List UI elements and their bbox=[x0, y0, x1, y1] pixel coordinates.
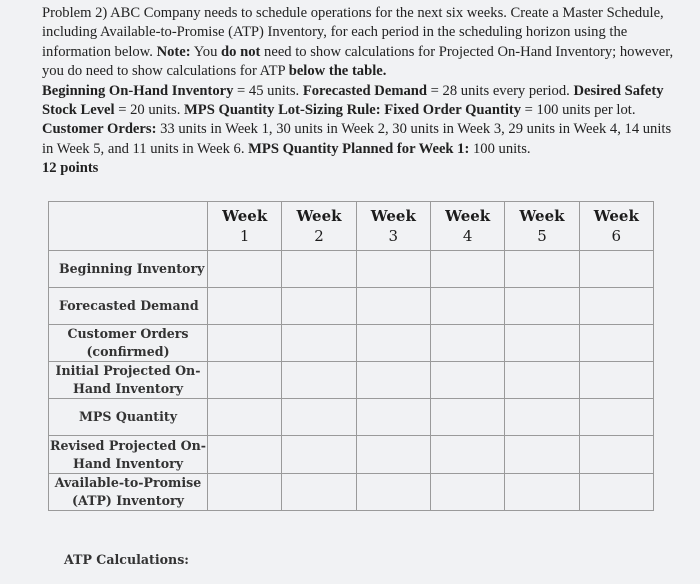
table-cell[interactable] bbox=[208, 362, 282, 399]
table-cell[interactable] bbox=[430, 474, 504, 511]
table-cell[interactable] bbox=[282, 436, 356, 474]
table-row bbox=[49, 251, 654, 288]
table-cell[interactable] bbox=[579, 325, 653, 362]
table-cell[interactable] bbox=[356, 436, 430, 474]
note-label: Note: bbox=[156, 43, 191, 60]
customer-orders-label: Customer Orders: bbox=[42, 121, 157, 138]
points-label: 12 points bbox=[42, 160, 99, 177]
week-number: 4 bbox=[462, 227, 473, 245]
table-cell[interactable] bbox=[505, 436, 579, 474]
table-cell[interactable] bbox=[579, 251, 653, 288]
note-below: below the table. bbox=[288, 63, 387, 80]
row-label-mps-quantity: MPS Quantity bbox=[49, 399, 208, 436]
table-cell[interactable] bbox=[356, 474, 430, 511]
table-cell[interactable] bbox=[356, 362, 430, 399]
table-cell[interactable] bbox=[430, 362, 504, 399]
week-header bbox=[356, 202, 430, 251]
note-text-2: need to show calculations for Projected On-Hand Inventory; however, you do need to show calculations for ATP bbox=[42, 43, 674, 80]
mps-planned-value: 100 units. bbox=[469, 140, 531, 157]
week-number: 5 bbox=[537, 227, 547, 245]
mps-planned-label: MPS Quantity Planned for Week 1: bbox=[248, 140, 470, 157]
table-row bbox=[49, 288, 654, 325]
table-cell[interactable] bbox=[579, 288, 653, 325]
week-number: 3 bbox=[388, 227, 399, 245]
problem-statement bbox=[42, 4, 682, 179]
forecasted-demand-value: = 28 units every period. bbox=[427, 82, 574, 99]
row-label-atp: Available-to-Promise (ATP) Inventory bbox=[49, 474, 208, 511]
table-cell[interactable] bbox=[282, 325, 356, 362]
beginning-inventory-label: Beginning On-Hand Inventory bbox=[42, 82, 234, 99]
row-label-initial-projected: Initial Projected On-Hand Inventory bbox=[49, 362, 208, 399]
table-cell[interactable] bbox=[505, 474, 579, 511]
corner-cell bbox=[49, 202, 208, 251]
note-do-not: do not bbox=[221, 43, 261, 60]
customer-orders-value: 33 units in Week 1, 30 units in Week 2, 30 units in Week 3, 29 units in Week 4, 14 units in Week 5, and 11 units in Week 6. bbox=[42, 121, 672, 157]
safety-stock-value: = 20 units. bbox=[114, 102, 185, 119]
table-cell[interactable] bbox=[208, 474, 282, 511]
week-label: Week bbox=[222, 207, 268, 225]
table-row bbox=[49, 325, 654, 362]
table-cell[interactable] bbox=[430, 436, 504, 474]
week-header bbox=[282, 202, 356, 251]
beginning-inventory-value: = 45 units. bbox=[233, 82, 303, 99]
table-cell[interactable] bbox=[505, 251, 579, 288]
week-header bbox=[208, 202, 282, 251]
table-cell[interactable] bbox=[505, 325, 579, 362]
table-cell[interactable] bbox=[208, 325, 282, 362]
table-cell[interactable] bbox=[356, 288, 430, 325]
table-cell[interactable] bbox=[430, 288, 504, 325]
table-row bbox=[49, 474, 654, 511]
row-label-beginning-inventory: Beginning Inventory bbox=[49, 251, 208, 288]
table-cell[interactable] bbox=[505, 288, 579, 325]
row-label-revised-projected: Revised Projected On-Hand Inventory bbox=[49, 436, 208, 474]
master-schedule-table bbox=[48, 201, 654, 511]
table-row bbox=[49, 362, 654, 399]
week-label: Week bbox=[445, 207, 491, 225]
table-cell[interactable] bbox=[282, 362, 356, 399]
table-cell[interactable] bbox=[208, 251, 282, 288]
table-cell[interactable] bbox=[282, 474, 356, 511]
table-cell[interactable] bbox=[356, 325, 430, 362]
week-number: 1 bbox=[239, 227, 250, 245]
row-label-customer-orders: Customer Orders (confirmed) bbox=[49, 325, 208, 362]
row-label-forecasted-demand: Forecasted Demand bbox=[49, 288, 208, 325]
table-cell[interactable] bbox=[208, 436, 282, 474]
lot-sizing-value: = 100 units per lot. bbox=[521, 102, 636, 119]
week-label: Week bbox=[296, 207, 342, 225]
table-row bbox=[49, 436, 654, 474]
table-cell[interactable] bbox=[282, 288, 356, 325]
table-cell[interactable] bbox=[579, 399, 653, 436]
week-label: Week bbox=[370, 207, 416, 225]
forecasted-demand-label: Forecasted Demand bbox=[302, 82, 428, 99]
week-number: 6 bbox=[611, 227, 622, 245]
table-cell[interactable] bbox=[505, 399, 579, 436]
week-header bbox=[430, 202, 504, 251]
table-cell[interactable] bbox=[356, 399, 430, 436]
table-header-row bbox=[49, 202, 654, 251]
week-label: Week bbox=[593, 207, 639, 225]
week-number: 2 bbox=[314, 227, 324, 245]
week-label: Week bbox=[519, 207, 565, 225]
table-cell[interactable] bbox=[430, 325, 504, 362]
table-cell[interactable] bbox=[282, 399, 356, 436]
table-cell[interactable] bbox=[282, 251, 356, 288]
table-cell[interactable] bbox=[579, 362, 653, 399]
week-header bbox=[579, 202, 653, 251]
table-row bbox=[49, 399, 654, 436]
table-cell[interactable] bbox=[430, 399, 504, 436]
table-cell[interactable] bbox=[208, 288, 282, 325]
table-cell[interactable] bbox=[579, 436, 653, 474]
week-header bbox=[505, 202, 579, 251]
table-cell[interactable] bbox=[579, 474, 653, 511]
table-cell[interactable] bbox=[505, 362, 579, 399]
table-cell[interactable] bbox=[208, 399, 282, 436]
note-text-1: You bbox=[190, 43, 222, 60]
table-cell[interactable] bbox=[356, 251, 430, 288]
lot-sizing-label: MPS Quantity Lot-Sizing Rule: Fixed Order Quantity bbox=[184, 102, 522, 119]
safety-stock-label: Desired Safety Stock Level bbox=[42, 82, 664, 119]
problem-intro: Problem 2) ABC Company needs to schedule operations for the next six weeks. Create a Master Schedule, including Available-to-Promise (ATP) Inventory, for each period in the scheduling horizon using the information below. bbox=[42, 5, 664, 60]
atp-calculations-label: ATP Calculations: bbox=[64, 552, 189, 567]
table-cell[interactable] bbox=[430, 251, 504, 288]
